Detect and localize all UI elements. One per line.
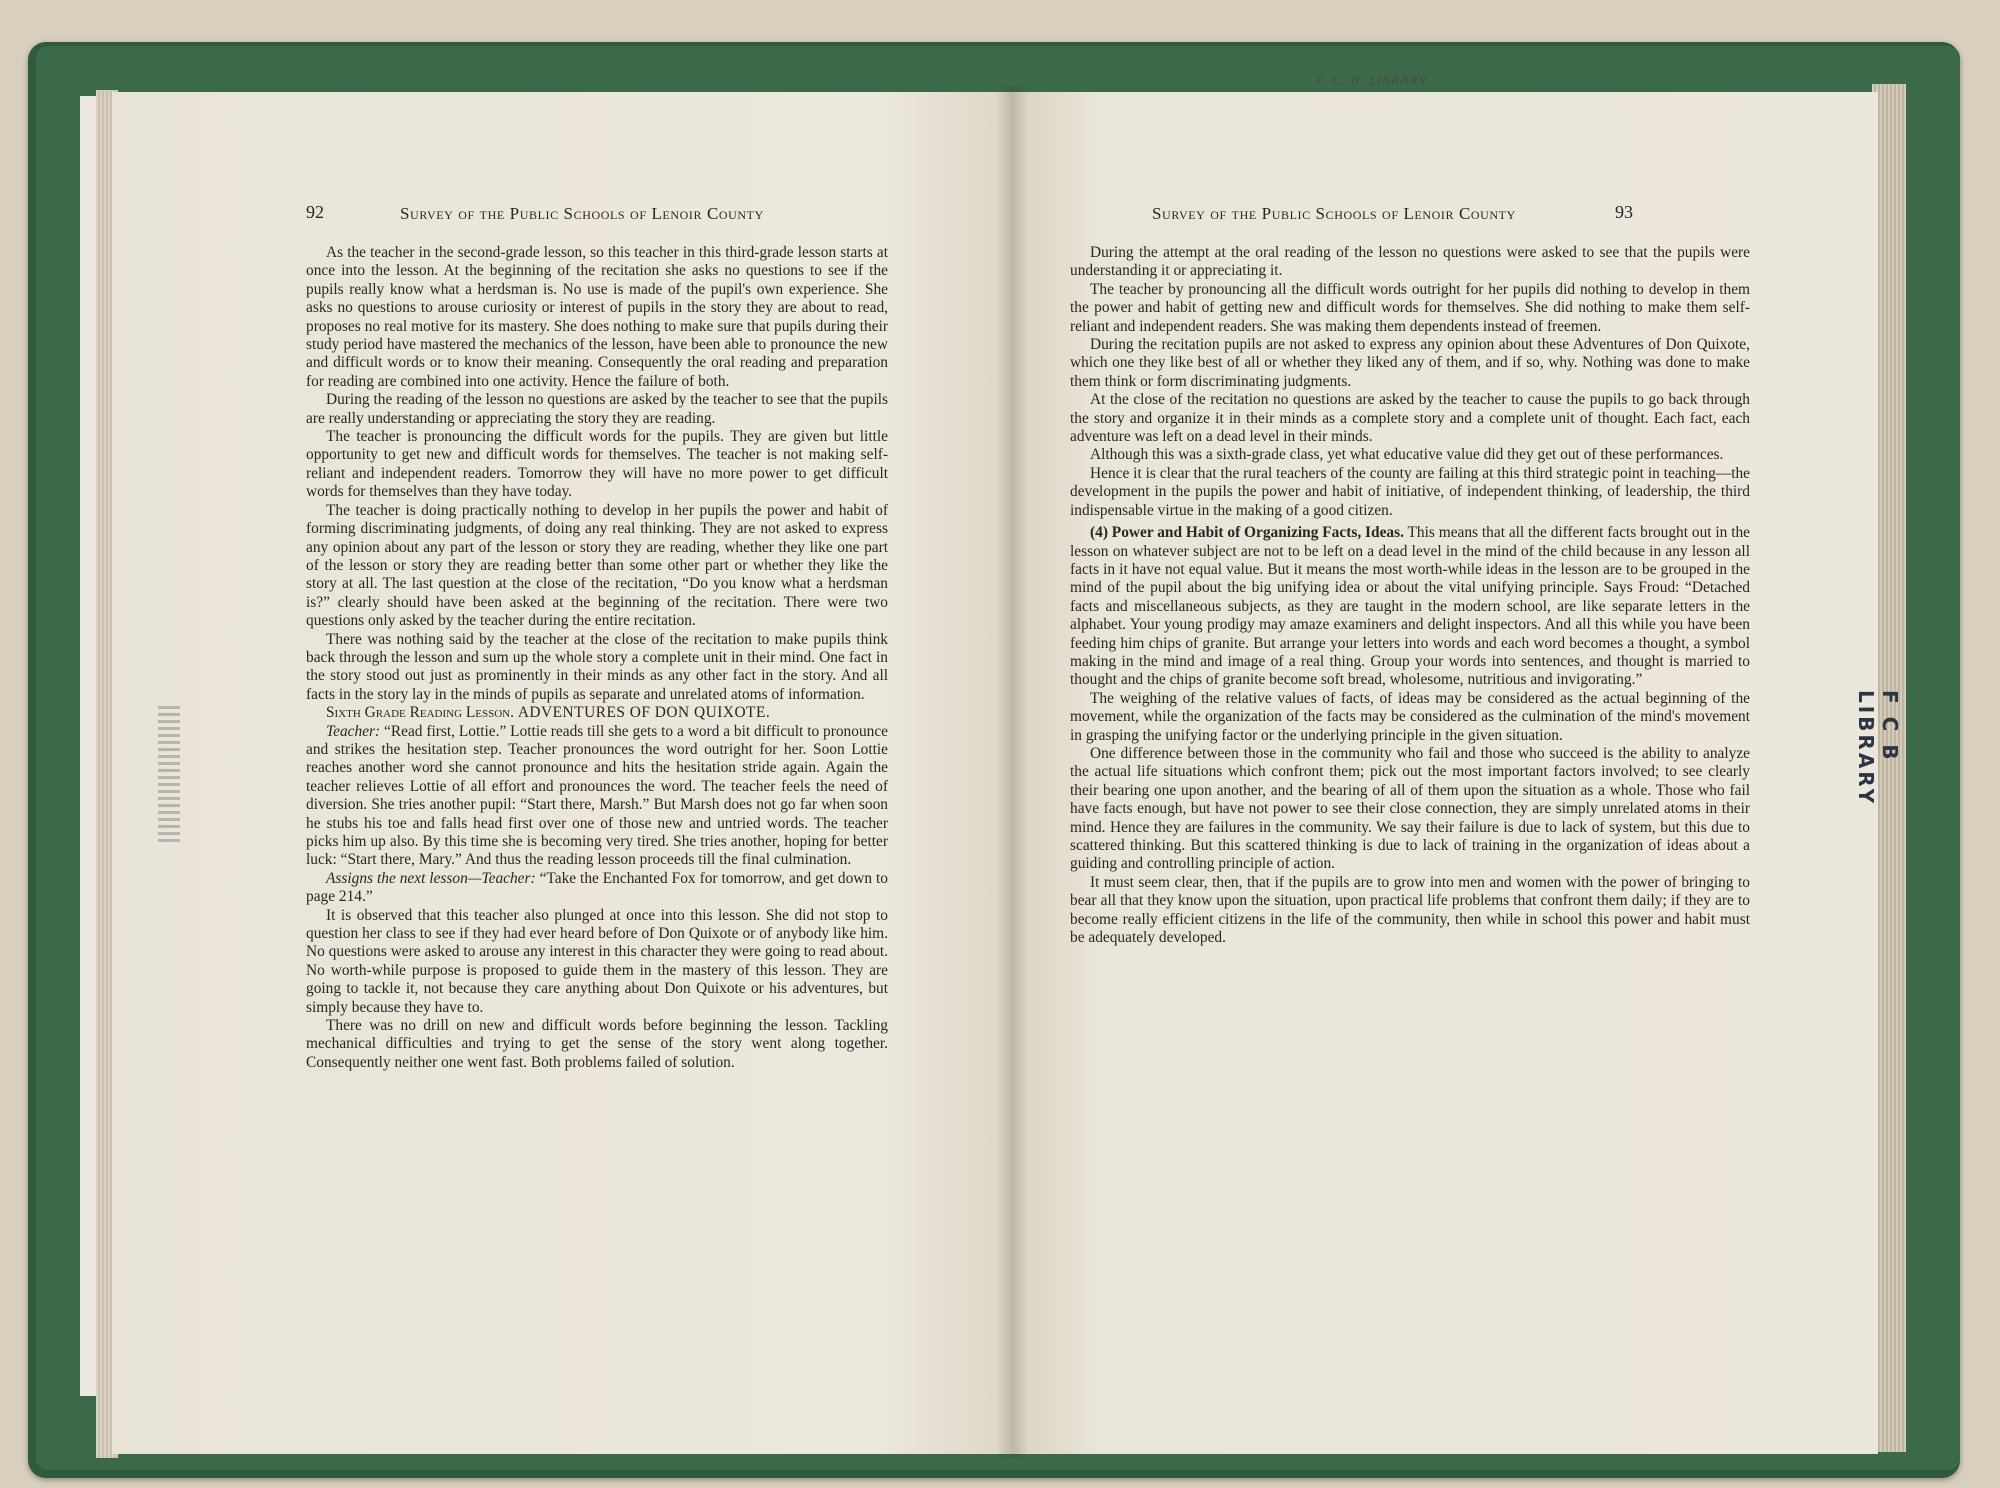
section-heading: (4) Power and Habit of Organizing Facts, Ideas. xyxy=(1090,524,1404,542)
section-text: This means that all the different facts brought out in the lesson on whatever subject are not to be left on a dead level in the mind of the child because in any lesson all facts in it have not equal value. But it means the most worth-while ideas in the lesson are to be grouped in the mind of the pupil about the big unifying idea or about the vital unifying principle. Says Froud: “Detached facts and miscellaneous subjects, as they are taught in the modern school, are like separate letters in the alphabet. Your young prodigy may amaze examiners and delight inspectors. And all this while you have been feeding him chips of granite. But arrange your letters into words and each word becomes a thought, a symbol making in the mind and image of a real thing. Group your words into sentences, and thought is married to thought and the chips of granite become soft bread, wholesome, nutritious and invigorating.” xyxy=(1070,524,1751,689)
paragraph: The teacher is pronouncing the difficult words for the pupils. They are given but little opportunity to get new and difficult words for themselves. The teacher is not making self-reliant and independent readers. Tomorrow they will have no more power to get difficult words for themselves than they have today. xyxy=(306,428,888,501)
paragraph: There was no drill on new and difficult words before beginning the lesson. Tackling mechanical difficulties and trying to get the sense of the story went along together. Consequently neither one went fast. Both problems failed of solution. xyxy=(306,1017,888,1071)
library-stamp-faded xyxy=(158,706,180,846)
page-number: 93 xyxy=(1615,202,1633,222)
paragraph: The teacher is doing practically nothing to develop in her pupils the power and habit of forming discriminating judgments, of doing any real thinking. They are not asked to express any opinion about any part of the lesson or story they are reading, whether they like one part of the lesson or story they are reading better than some other part or whether they like the story at all. The last question at the close of the recitation, “Do you know what a herdsman is?” clearly should have been asked at the beginning of the recitation. There were two questions only asked by the teacher during the entire recitation. xyxy=(306,501,888,630)
paragraph: During the attempt at the oral reading of the lesson no questions were asked to see that the pupils were understanding it or appreciating it. xyxy=(1070,244,1750,280)
paragraph: One difference between those in the community who fail and those who succeed is the ability to analyze the actual life situations which confront them; pick out the most important factors involved; to see clearly their bearing one upon another, and the bearing of all of them upon the situation as a whole. Those who fail have facts enough, but have not power to see their close connection, they are simply unrelated atoms in their mind. Hence they are failures in the community. We say their failure is due to lack of system, but this due to scattered thinking. But this scattered thinking is due to lack of training in the organization of ideas about a guiding and controlling principle of action. xyxy=(1070,744,1750,873)
paragraph: During the reading of the lesson no questions are asked by the teacher to see that the pupils are really understanding or appreciating the story they are reading. xyxy=(306,391,888,427)
sixth-grade-label: Sixth Grade Reading Lesson. xyxy=(326,704,514,722)
paragraph: Hence it is clear that the rural teachers of the county are failing at this third strategic point in teaching—the development in the pupils the power and habit of initiative, of independent thinking, of leadership, the third indispensable virtue in the making of a good citizen. xyxy=(1070,464,1750,519)
paragraph: At the close of the recitation no questions are asked by the teacher to cause the pupils to go back through the story and organize it in their minds as a complete story and a complete unit of thought. Each fact, each adventure was left on a dead level in their minds. xyxy=(1070,391,1750,446)
assign-label: Assigns the next lesson—Teacher: xyxy=(326,869,536,887)
sixth-grade-title: ADVENTURES OF DON QUIXOTE. xyxy=(517,704,771,722)
running-head: Survey of the Public Schools of Lenoir County xyxy=(1152,204,1516,223)
paragraph: It is observed that this teacher also plunged at once into this lesson. She did not stop to question her class to see if they had ever heard before of Don Quixote or of anybody like him. No questions were asked to arouse any interest in this character they were going to read about. No worth-while purpose is proposed to guide them in the mastery of this lesson. They are going to tackle it, not because they care anything about Don Quixote or his adventures, but simply because they have to. xyxy=(306,906,888,1016)
book-gutter xyxy=(996,86,1028,1458)
section-paragraph xyxy=(1070,524,1750,690)
running-head: Survey of the Public Schools of Lenoir County xyxy=(400,204,764,223)
paragraph: The teacher by pronouncing all the difficult words outright for her pupils did nothing to develop in them the power and habit of getting new and difficult words for themselves. She did nothing to make them self-reliant and independent readers. She was making them dependents instead of freemen. xyxy=(1070,280,1750,335)
page-body xyxy=(306,244,888,1072)
paragraph: There was nothing said by the teacher at the close of the recitation to make pupils think back through the lesson and sum up the whole story a complete unit in their mind. One fact in the story stood out just as prominently in their minds as any other fact in the story. And all facts in the story lay in the minds of pupils as separate and unrelated atoms of information. xyxy=(306,630,888,703)
page-body xyxy=(1070,244,1750,947)
paragraph: It must seem clear, then, that if the pupils are to grow into men and women with the power of bringing to bear all that they know upon the situation, upon practical life problems that confront them daily; if they are to become really efficient citizens in the life of the community, then while in school this power and habit must be adequately developed. xyxy=(1070,873,1750,947)
right-page xyxy=(1012,92,1878,1454)
paragraph xyxy=(306,870,888,907)
paragraph xyxy=(306,723,888,870)
teacher-label: Teacher: xyxy=(326,722,381,740)
paragraph: The weighing of the relative values of facts, of ideas may be considered as the actual beginning of the movement, while the organization of the facts may be considered as the culmination of the mind's movement in grasping the unifying factor or the underlying principle in the given situation. xyxy=(1070,689,1750,744)
paragraph: During the recitation pupils are not asked to express any opinion about these Adventures of Don Quixote, which one they like best of all or whether they liked any of them, and if so, why. Nothing was done to make them think or form discriminating judgments. xyxy=(1070,336,1750,390)
left-page xyxy=(112,92,1012,1454)
page-number: 92 xyxy=(306,202,324,222)
teacher-text: “Read first, Lottie.” Lottie reads till she gets to a word a bit difficult to pronounce and strikes the hesitation step. Teacher pronounces the word outright for her. Soon Lottie reaches another word she cannot pronounce and hits the hesitation stride again. Again the teacher relieves Lottie of all effort and pronounces the word. The teacher feels the need of diversion. She tries another pupil: “Start there, Marsh.” But Marsh does not go far when soon he stubs his toe and falls head first over one of those new and untried words. The teacher picks him up also. By this time she is becoming very tired. She tries another, hoping for better luck: “Start there, Mary.” And thus the reading lesson proceeds till the final culmination. xyxy=(306,722,888,869)
sixth-grade-heading xyxy=(306,704,888,722)
paragraph: As the teacher in the second-grade lesson, so this teacher in this third-grade lesson starts at once into the lesson. At the beginning of the recitation she asks no questions to see if the pupils really know what a herdsman is. No use is made of the pupil's own experience. She asks no questions to arouse curiosity or interest of pupils in the story they are about to read, proposes no real motive for its mastery. She does nothing to make sure that pupils during their study period have mastered the mechanics of the lesson, have been able to pronounce the new and difficult words or to know their meaning. Consequently the oral reading and preparation for reading are combined into one activity. Hence the failure of both. xyxy=(306,244,888,390)
assign-text: “Take the Enchanted Fox for tomorrow, and get down to page 214.” xyxy=(306,869,888,906)
library-edge-stamp: F C B LIBRARY xyxy=(1854,690,1902,807)
paragraph: Although this was a sixth-grade class, yet what educative value did they get out of these performances. xyxy=(1090,446,1724,464)
spine-stamp: F. C. B. LIBRARY xyxy=(1316,74,1428,88)
